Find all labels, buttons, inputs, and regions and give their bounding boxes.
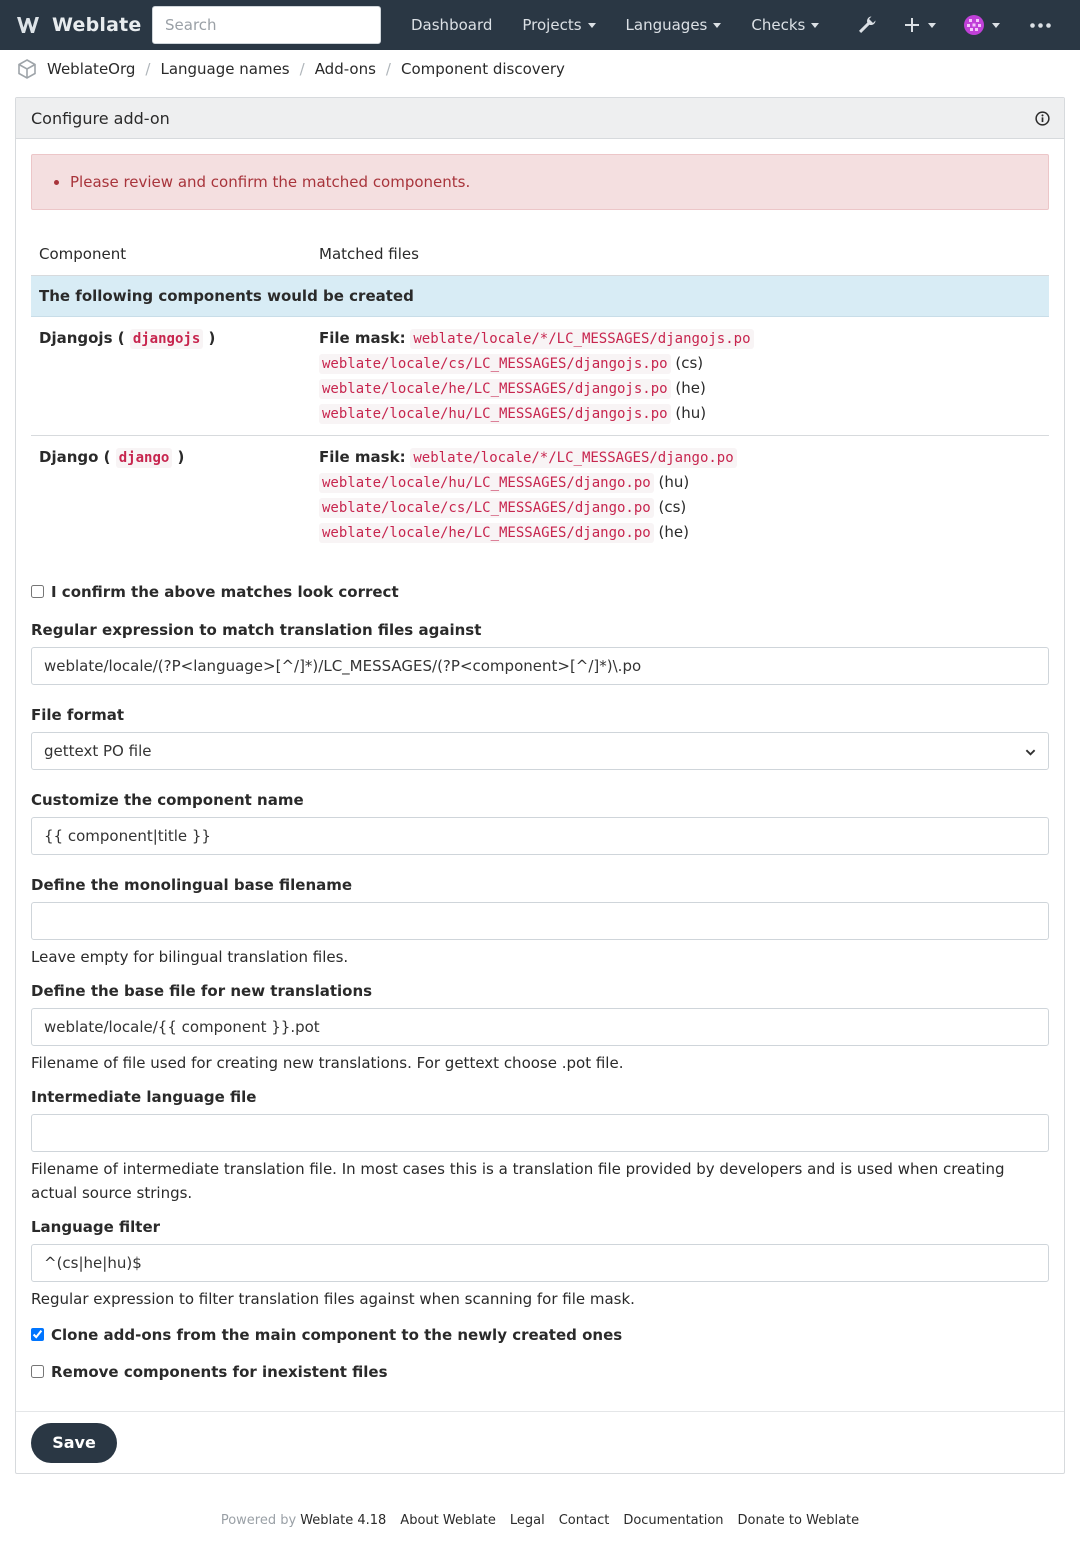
base-group [31, 982, 1049, 1075]
panel-title: Configure add-on [31, 108, 170, 128]
top-navbar [0, 0, 1080, 50]
component-name: Djangojs ( djangojs ) [39, 328, 216, 347]
file-format-select[interactable] [31, 732, 1049, 770]
matched-file: weblate/locale/hu/LC_MESSAGES/djangojs.po [319, 404, 671, 424]
filter-group [31, 1218, 1049, 1311]
filter-label: Language filter [31, 1217, 161, 1236]
mono-help: Leave empty for bilingual translation files. [31, 947, 349, 966]
caret-down-icon [811, 23, 819, 28]
footer-link-docs[interactable]: Documentation [623, 1513, 724, 1528]
matched-file-lang: (cs) [658, 497, 687, 516]
nav-languages-label: Languages [625, 16, 708, 34]
intermediate-group [31, 1088, 1049, 1205]
manage-button[interactable] [857, 15, 877, 35]
breadcrumb-org[interactable]: WeblateOrg [47, 60, 136, 78]
file-mask-label: File mask: [319, 447, 406, 466]
brand[interactable] [14, 14, 152, 36]
base-label: Define the base file for new translations [31, 981, 373, 1000]
confirm-checkbox-row[interactable] [31, 583, 1049, 601]
component-name: Django ( django ) [39, 447, 185, 466]
error-alert [31, 154, 1049, 210]
weblate-logo-icon [14, 14, 42, 36]
panel-header [16, 98, 1064, 139]
format-label: File format [31, 705, 125, 724]
breadcrumb-current[interactable]: Component discovery [400, 60, 565, 78]
breadcrumb-addons[interactable]: Add-ons [314, 60, 376, 78]
name-group [31, 791, 1049, 855]
user-menu-button[interactable] [964, 15, 1000, 35]
footer-link-donate[interactable]: Donate to Weblate [737, 1513, 860, 1528]
caret-down-icon [992, 23, 1000, 28]
nav-languages[interactable] [611, 16, 737, 34]
main-nav [396, 16, 834, 34]
clone-checkbox-row[interactable] [31, 1326, 1049, 1344]
file-mask: weblate/locale/*/LC_MESSAGES/django.po [410, 448, 736, 468]
page-footer [0, 1513, 1080, 1528]
wrench-icon [857, 15, 877, 35]
chevron-down-icon [1025, 747, 1036, 758]
save-button[interactable]: Save [31, 1423, 117, 1463]
add-menu-button[interactable] [905, 18, 936, 32]
matched-file: weblate/locale/cs/LC_MESSAGES/djangojs.po [319, 354, 671, 374]
nav-projects-label: Projects [522, 16, 582, 34]
regex-group [31, 621, 1049, 685]
nav-projects[interactable] [507, 16, 610, 34]
mono-group [31, 876, 1049, 969]
file-mask: weblate/locale/*/LC_MESSAGES/djangojs.po [410, 329, 753, 349]
nav-dashboard-label: Dashboard [411, 16, 493, 34]
matched-file-lang: (hu) [675, 403, 707, 422]
component-slug: django [116, 448, 173, 468]
avatar-icon [964, 15, 984, 35]
plus-icon [905, 18, 919, 32]
info-icon[interactable] [1035, 111, 1050, 126]
mono-base-input[interactable] [31, 902, 1049, 940]
regex-label: Regular expression to match translation files against [31, 620, 482, 639]
matched-components-table [31, 234, 1049, 554]
footer-link-contact[interactable]: Contact [558, 1513, 610, 1528]
breadcrumb-separator: / [145, 60, 151, 78]
matched-file: weblate/locale/he/LC_MESSAGES/django.po [319, 523, 654, 543]
filter-help: Regular expression to filter translation files against when scanning for file mask. [31, 1289, 635, 1308]
table-row [31, 435, 1049, 554]
breadcrumb-separator: / [385, 60, 391, 78]
file-mask-label: File mask: [319, 328, 406, 347]
matched-file: weblate/locale/he/LC_MESSAGES/djangojs.po [319, 379, 671, 399]
search-input[interactable] [152, 6, 381, 44]
component-name-label: Djangojs [39, 328, 113, 347]
panel-footer [16, 1411, 1064, 1473]
table-row [31, 316, 1049, 435]
clone-checkbox[interactable] [31, 1328, 44, 1341]
intermediate-help: Filename of intermediate translation file. In most cases this is a translation file provided by developers and is used when creating actual source strings. [31, 1159, 1005, 1202]
caret-down-icon [928, 23, 936, 28]
component-name-input[interactable] [31, 817, 1049, 855]
intermediate-label: Intermediate language file [31, 1087, 257, 1106]
breadcrumb [0, 50, 1080, 88]
remove-checkbox-row[interactable] [31, 1363, 1049, 1381]
new-base-value: weblate/locale/{{ component }}.pot [44, 1017, 320, 1036]
matched-file-lang: (he) [658, 522, 689, 541]
remove-checkbox[interactable] [31, 1365, 44, 1378]
configure-addon-panel [15, 97, 1065, 1474]
more-menu-button[interactable] [1030, 23, 1051, 28]
ellipsis-icon [1030, 23, 1051, 28]
format-group [31, 706, 1049, 770]
confirm-checkbox[interactable] [31, 585, 44, 598]
component-name-value: {{ component|title }} [44, 826, 211, 845]
alert-message: • Please review and confirm the matched components. [70, 173, 470, 191]
matched-file-lang: (cs) [675, 353, 704, 372]
nav-dashboard[interactable] [396, 16, 507, 34]
caret-down-icon [713, 23, 721, 28]
organization-icon [17, 59, 37, 79]
regex-value: weblate/locale/(?P<language>[^/]*)/LC_MESSAGES/(?P<component>[^/]*)\.po [44, 656, 642, 675]
matched-file: weblate/locale/hu/LC_MESSAGES/django.po [319, 473, 654, 493]
component-name-label: Django [39, 447, 99, 466]
breadcrumb-project[interactable]: Language names [160, 60, 290, 78]
panel-body [16, 139, 1064, 1381]
column-header-files: Matched files [311, 234, 1049, 275]
group-heading: The following components would be created [31, 275, 1049, 316]
brand-name: Weblate [52, 14, 142, 36]
footer-link-legal[interactable]: Legal [509, 1513, 545, 1528]
column-header-component: Component [31, 234, 311, 275]
clone-label: Clone add-ons from the main component to the newly created ones [51, 1325, 623, 1344]
footer-link-about[interactable]: About Weblate [400, 1513, 496, 1528]
nav-checks-label: Checks [751, 16, 806, 34]
remove-label: Remove components for inexistent files [51, 1362, 388, 1381]
caret-down-icon [588, 23, 596, 28]
nav-right [857, 0, 1080, 50]
component-slug: djangojs [130, 329, 203, 349]
footer-version-link[interactable]: Weblate 4.18 [300, 1513, 387, 1528]
base-help: Filename of file used for creating new translations. For gettext choose .pot file. [31, 1053, 624, 1072]
language-filter-input[interactable] [31, 1244, 1049, 1282]
component-name-label: Customize the component name [31, 790, 304, 809]
intermediate-input[interactable] [31, 1114, 1049, 1152]
regex-input[interactable] [31, 647, 1049, 685]
matched-file: weblate/locale/cs/LC_MESSAGES/django.po [319, 498, 654, 518]
matched-file-lang: (he) [675, 378, 706, 397]
new-base-input[interactable] [31, 1008, 1049, 1046]
language-filter-value: ^(cs|he|hu)$ [44, 1253, 142, 1272]
nav-checks[interactable] [736, 16, 834, 34]
breadcrumb-separator: / [299, 60, 305, 78]
mono-label: Define the monolingual base filename [31, 875, 353, 894]
confirm-label: I confirm the above matches look correct [51, 582, 399, 601]
powered-by-text: Powered by [220, 1513, 297, 1528]
matched-file-lang: (hu) [658, 472, 690, 491]
file-format-value: gettext PO file [44, 741, 152, 760]
